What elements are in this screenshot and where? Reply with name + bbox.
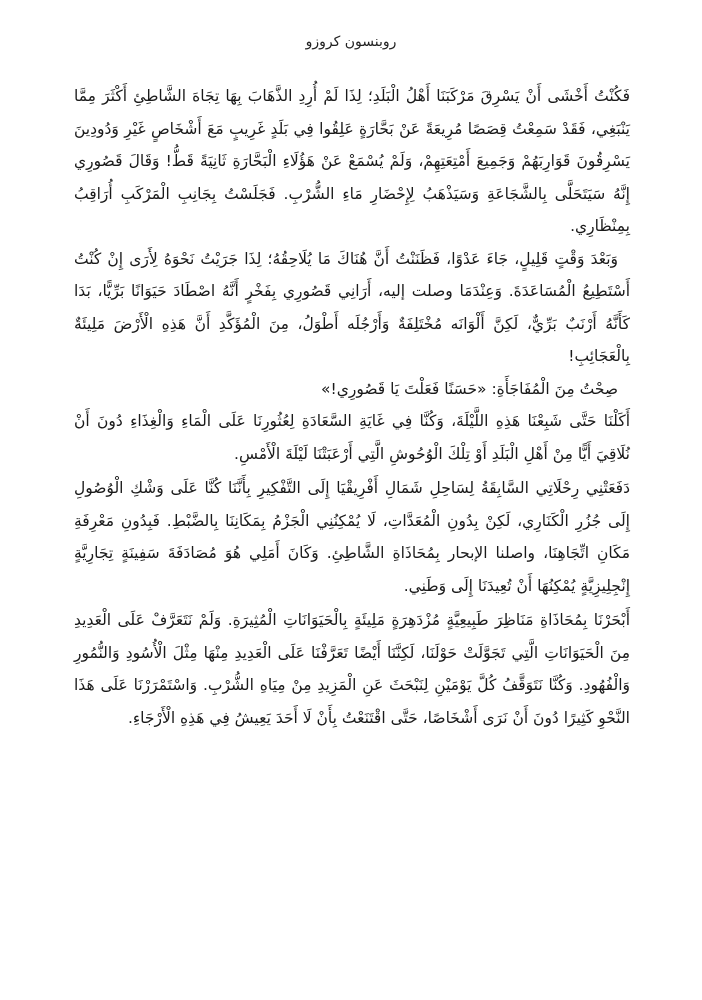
running-head-title: روبنسون كروزو [305,34,397,50]
paragraph-2: وَبَعْدَ وَقْتٍ قَلِيلٍ، جَاءَ عَدْوًا، فَظَنَنْتُ أَنَّ هُنَاكَ مَا يُلَاحِقُهُ؛ لِذَا جَرَيْتُ نَحْوَهُ لِأَرَى إِنْ كُنْتُ أَسْتَطِيعُ الْمُسَاعَدَةَ. وَعِنْدَمَا وصلت إليه، أَرَانِي قَصُورِي بِفَخْرٍ أَنَّهُ اصْطَادَ حَيَوَانًا بَرِّيًّا، بَدَا كَأَنَّهُ أَرْنَبٌ بَرِّيٌّ، لَكِنَّ أَلْوَانَه مُخْتَلِفَةٌ وَأَرْجُلَه أَطْوَلُ، مِنَ الْمُؤَكَّدِ أَنَّ هَذِهِ الْأَرْضَ مَلِيئَةٌ بِالْعَجَائِبِ! [74,249,630,365]
paragraph-1: فَكُنْتُ أَخْشَى أَنْ يَسْرِقَ مَرْكَبَنَا أَهْلُ الْبَلَدِ؛ لِذَا لَمْ أُرِدِ الذَّهَابَ بِهَا تِجَاهَ الشَّاطِئِ أَكْثَرَ مِمَّا يَنْبَغِي، فَقَدْ سَمِعْتُ قِصَصًا مُرِيعَةً عَنْ بَحَّارَةٍ عَلِقُوا فِي بَلَدٍ غَرِيبٍ مَعَ أَشْخَاصٍ غَيْرِ وَدُودِينَ يَسْرِقُونَ قَوَارِبَهُمْ وَجَمِيعَ أَمْتِعَتِهِمْ، وَلَمْ يُسْمَعْ عَنْ هَؤُلَاءِ الْبَحَّارَةِ ثَانِيَةً قَطُّ! وَقَالَ قَصُورِي إِنَّهُ سَيَتَحَلَّى بِالشَّجَاعَةِ وَسَيَذْهَبُ لِإِحْضَارِ مَاءِ الشُّرْبِ. فَجَلَسْتُ بِجَانِبِ الْمَرْكَبِ أُرَاقِبُ بِمِنْظَارِي. [74,87,630,235]
paragraph-6: أَبْحَرْنَا بِمُحَاذَاةِ مَنَاظِرَ طَبِيعِيَّةٍ مُزْدَهِرَةٍ مَلِيئَةٍ بِالْحَيَوَانَاتِ الْمُثِيرَةِ. وَلَمْ نَتَعَرَّفْ عَلَى الْعَدِيدِ مِنَ الْحَيَوَانَاتِ الَّتِي تَجَوَّلَتْ حَوْلَنَا، لَكِنَّنَا أَيْضًا تَعَرَّفْنَا عَلَى الْعَدِيدِ مِنْهَا مِثْلَ الْأُسُودِ وَالنُّمُورِ وَالْفُهُودِ. وَكُنَّا نَتَوَقَّفُ كُلَّ يَوْمَيْنِ لِنَبْحَثَ عَنِ الْمَزِيدِ مِنْ مِيَاهِ الشُّرْبِ. وَاسْتَمْرَرْنَا عَلَى هَذَا النَّحْوِ كَثِيرًا دُونَ أَنْ نَرَى أَشْخَاصًا، حَتَّى اقْتَنَعْتُ بِأَنْ لَا أَحَدَ يَعِيشُ فِي هَذِهِ الْأَرْجَاءِ. [74,611,630,727]
paragraph-5: دَفَعَتْنِي رِحْلَاتِي السَّابِقَةُ لِسَاحِلِ شَمَالِ أَفْرِيقْيَا إِلَى التَّفْكِيرِ بِأَنَّنَا كُنَّا عَلَى وَشْكِ الْوُصُولِ إِلَى جُزُرِ الْكَنَارِي، لَكِنْ بِدُونِ الْمُعَدَّاتِ، لَا يُمْكِنُنِي الْجَزْمُ بِمَكَانِنَا بِالضَّبْطِ. فَبِدُونِ مَعْرِفَةِ مَكَانِ اتِّجَاهِنَا، واصلنا الإبحار بِمُحَاذَاةِ الشَّاطِئِ. وَكَانَ أَمَلِي هُوَ مُصَادَفَةَ سَفِينَةٍ تِجَارِيَّةٍ إِنْجِلِيزِيَّةٍ يُمْكِنُهَا أَنْ تُعِيدَنَا إِلَى وَطَنِي. [74,479,630,595]
body-text [74,80,630,734]
paragraph-4: أَكَلْنَا حَتَّى شَبِعْنَا هَذِهِ اللَّيْلَةَ، وَكُنَّا فِي غَايَةِ السَّعَادَةِ لِعُثُورِنَا عَلَى الْمَاءِ وَالْغِذَاءِ دُونَ أَنْ نُلَاقِيَ أَيًّا مِنْ أَهْلِ الْبَلَدِ أَوْ تِلْكَ الْوُحُوشِ الَّتِي أَرْعَبَتْنَا لَيْلَةَ الْأَمْسِ. [74,412,630,463]
paragraph-3: صِحْتُ مِنَ الْمُفَاجَأَةِ: «حَسَنًا فَعَلْتَ يَا قَصُورِي!» [321,379,618,398]
